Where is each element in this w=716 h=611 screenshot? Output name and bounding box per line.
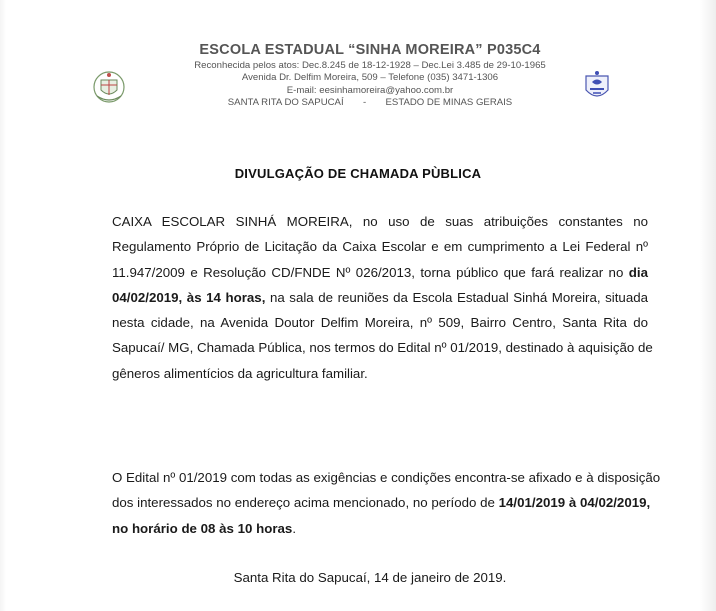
- school-emblem-logo: [580, 68, 614, 104]
- paragraph-line: nesta cidade, na Avenida Doutor Delfim Moreira, nº 509, Bairro Centro, Santa Rita do: [112, 315, 648, 331]
- school-name: ESCOLA ESTADUAL “SINHA MOREIRA” P035C4: [199, 42, 541, 58]
- paragraph-line: [112, 516, 648, 541]
- state-coat-of-arms-logo: [92, 68, 126, 106]
- paragraph-line: Sapucaí/ MG, Chamada Pública, nos termos do Edital nº 01/2019, destinado à aquisição de: [112, 340, 653, 356]
- announcement-paragraph: [112, 209, 653, 386]
- line-text: dos interessados no endereço acima mencionado, no período de: [112, 495, 495, 511]
- email-address: E-mail: eesinhamoreira@yahoo.com.br: [286, 85, 454, 96]
- address-phone: Avenida Dr. Delfim Moreira, 509 – Telefone (035) 3471-1306: [241, 72, 499, 83]
- document-title: DIVULGAÇÃO DE CHAMADA PÙBLICA: [234, 166, 482, 181]
- paragraph-line: [112, 260, 648, 285]
- paragraph-line: [112, 490, 651, 515]
- state-name: ESTADO DE MINAS GERAIS: [385, 97, 513, 108]
- paragraph-line: O Edital nº 01/2019 com todas as exigências e condições encontra-se afixado e à disposição: [112, 470, 661, 485]
- paragraph-line: [112, 285, 648, 310]
- letterhead: [0, 40, 716, 110]
- bold-date-text: dia: [628, 264, 648, 280]
- paragraph-line: CAIXA ESCOLAR SINHÁ MOREIRA, no uso de suas atribuições constantes no: [112, 214, 648, 229]
- line-text: 11.947/2009 e Resolução CD/FNDE Nº 026/2013, torna público que fará realizar no: [112, 264, 624, 280]
- bold-period: 14/01/2019 à 04/02/2019,: [498, 495, 651, 511]
- line-text: .: [292, 520, 297, 536]
- paragraph-line: gêneros alimentícios da agricultura familiar.: [112, 365, 368, 381]
- place-and-date: Santa Rita do Sapucaí, 14 de janeiro de 2019.: [233, 570, 507, 585]
- city-name: SANTA RITA DO SAPUCAÍ: [227, 97, 344, 108]
- edital-paragraph: [112, 465, 661, 541]
- paragraph-line: Regulamento Próprio de Licitação da Caixa Escolar e em cumprimento a Lei Federal nº: [112, 239, 648, 255]
- bold-hours: no horário de 08 às 10 horas: [112, 520, 293, 536]
- city-separator: -: [362, 97, 367, 108]
- recognition-acts: Reconhecida pelos atos: Dec.8.245 de 18-12-1928 – Dec.Lei 3.485 de 29-10-1965: [194, 60, 546, 71]
- bold-date-time: 04/02/2019, às 14 horas,: [112, 289, 266, 305]
- line-text: na sala de reuniões da Escola Estadual Sinhá Moreira, situada: [269, 289, 649, 305]
- city-state-line: [150, 97, 590, 108]
